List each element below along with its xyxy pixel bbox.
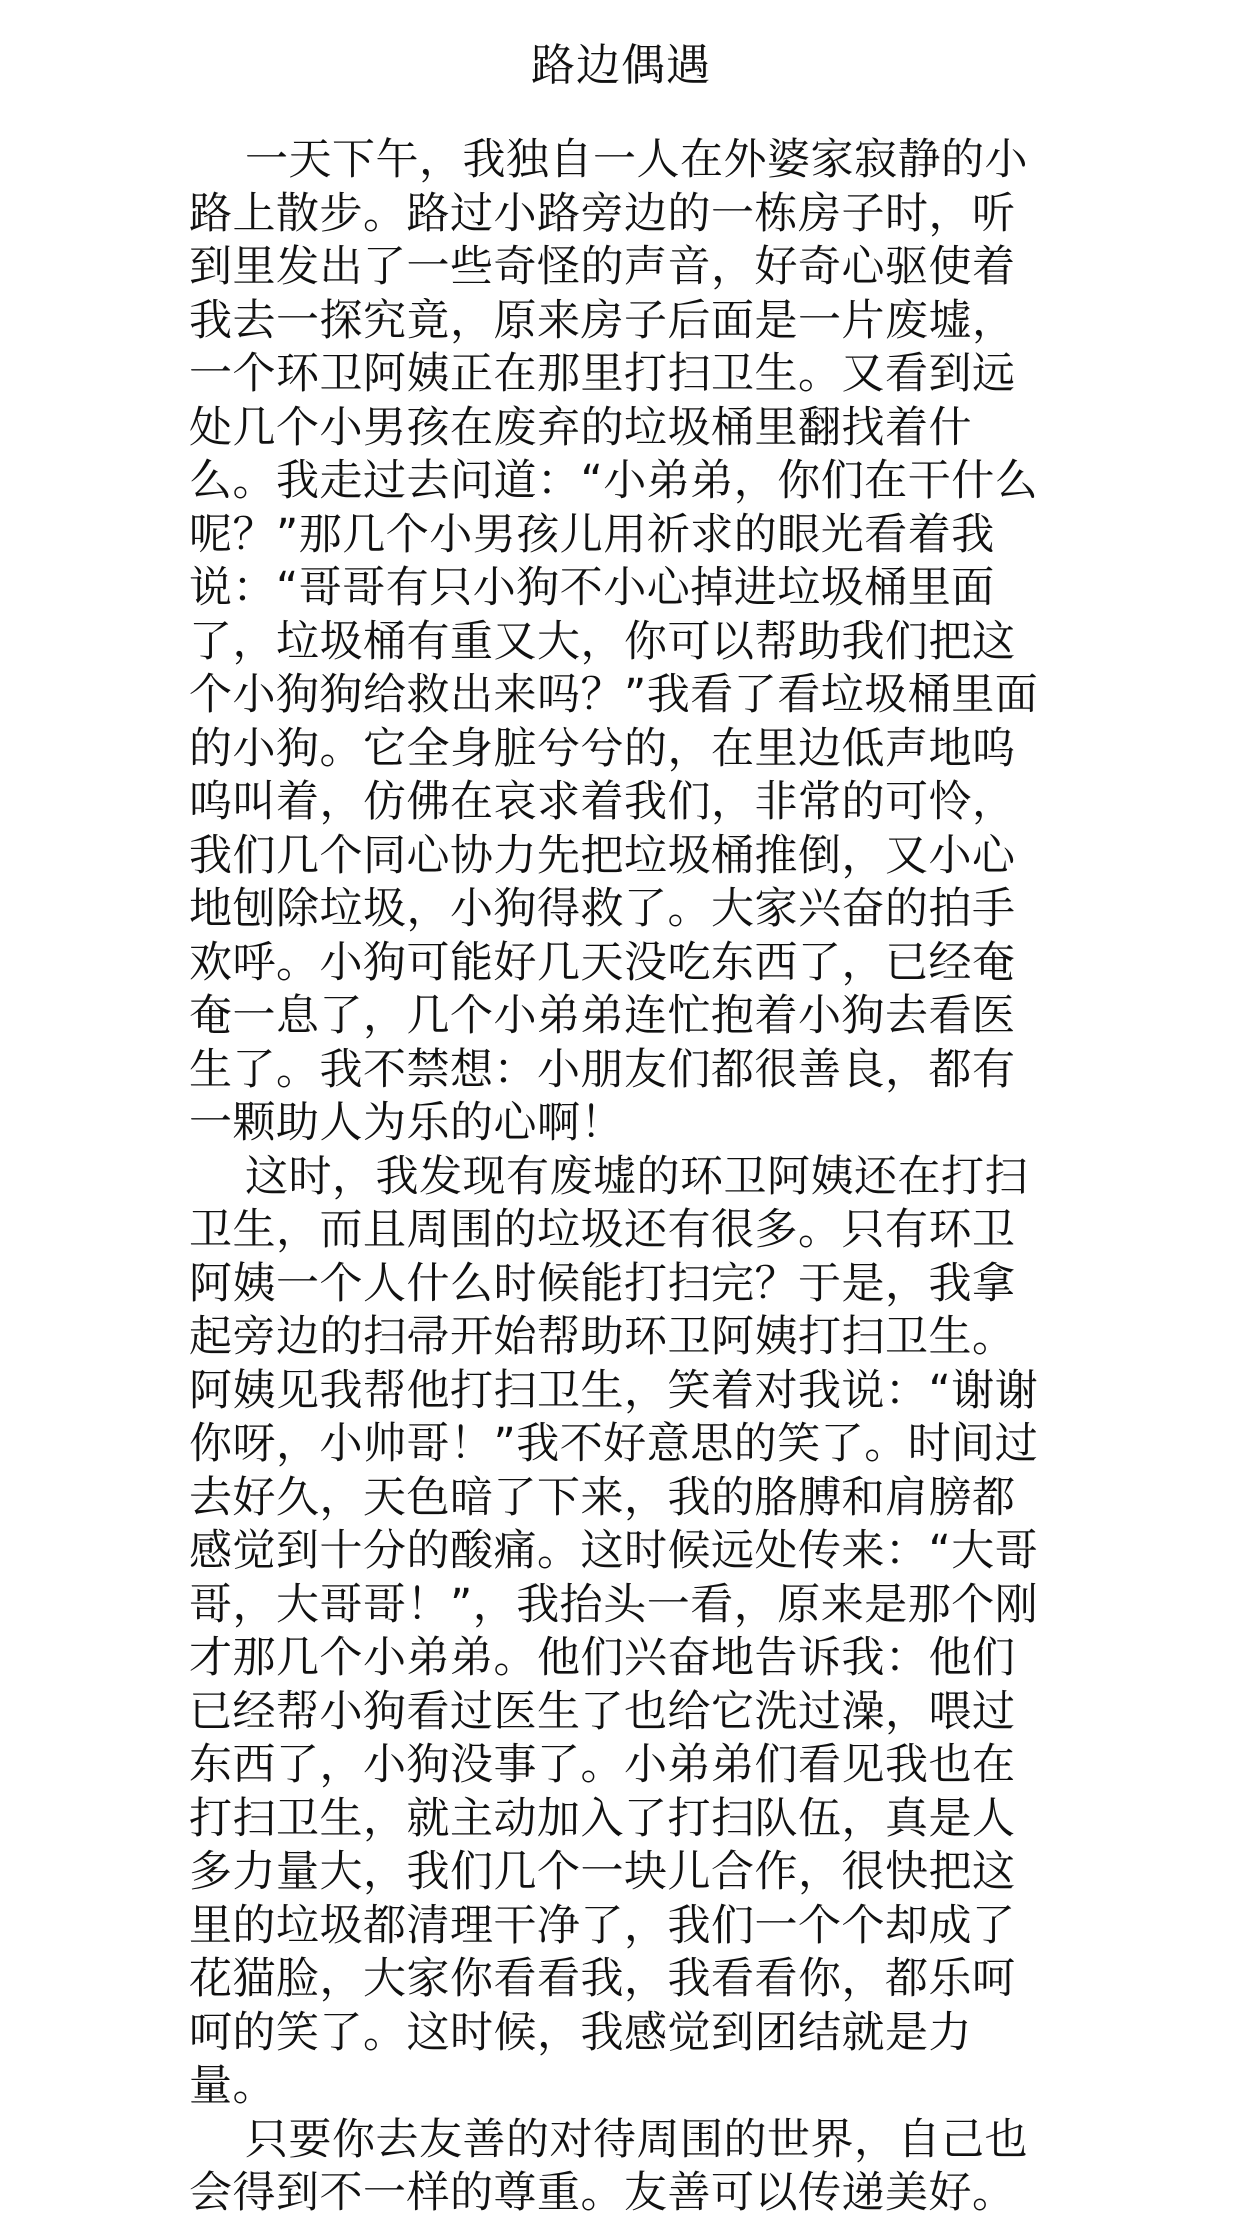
text-line: 生了。我不禁想：小朋友们都很善良，都有 (189, 1044, 1016, 1095)
text-line: 呵的笑了。这时候，我感觉到团结就是力 (189, 2007, 972, 2058)
text-line: 一天下午，我独自一人在外婆家寂静的小 (245, 135, 1028, 185)
text-line: 卫生，而且周围的垃圾还有很多。只有环卫 (189, 1205, 1016, 1255)
text-line: 一个环卫阿姨正在那里打扫卫生。又看到远 (189, 349, 1016, 399)
text-line: 只要你去友善的对待周围的世界，自己也 (245, 2114, 1028, 2165)
text-line: 欢呼。小狗可能好几天没吃东西了，已经奄 (189, 937, 1016, 988)
text-line: 我们几个同心协力先把垃圾桶推倒，又小心 (189, 830, 1016, 881)
text-line: 打扫卫生，就主动加入了打扫队伍，真是人 (189, 1793, 1016, 1844)
text-line: 呜叫着，仿佛在哀求着我们，非常的可怜， (189, 777, 1016, 827)
text-line: 一颗助人为乐的心啊！ (189, 1098, 624, 1148)
text-line: 奄一息了，几个小弟弟连忙抱着小狗去看医 (189, 991, 1016, 1041)
text-line: 这时，我发现有废墟的环卫阿姨还在打扫 (245, 1151, 1028, 1202)
text-line: 处几个小男孩在废弃的垃圾桶里翻找着什 (189, 402, 972, 453)
essay-body (189, 134, 1057, 2221)
text-line: 地刨除垃圾，小狗得救了。大家兴奋的拍手 (189, 884, 1016, 934)
text-line: 到里发出了一些奇怪的声音，好奇心驱使着 (189, 242, 1016, 292)
text-line: 阿姨一个人什么时候能打扫完？于是，我拿 (189, 1258, 1016, 1309)
text-line: 路上散步。路过小路旁边的一栋房子时，听 (189, 188, 1016, 239)
text-line: 花猫脸，大家你看看我，我看看你，都乐呵 (189, 1954, 1016, 2004)
text-line: 已经帮小狗看过医生了也给它洗过澡，喂过 (189, 1686, 1016, 1737)
text-line: 量。 (189, 2061, 276, 2111)
text-line: 多力量大，我们几个一块儿合作，很快把这 (189, 1847, 1016, 1897)
text-line: 哥，大哥哥！”，我抬头一看，原来是那个刚 (189, 1579, 1039, 1630)
text-line: 了，垃圾桶有重又大，你可以帮助我们把这 (189, 616, 1016, 667)
text-line: 个小狗狗给救出来吗？”我看了看垃圾桶里面 (189, 670, 1039, 720)
text-line: 呢？”那几个小男孩儿用祈求的眼光看着我 (189, 509, 995, 560)
text-line: 我去一探究竟，原来房子后面是一片废墟， (189, 295, 1016, 346)
text-line: 起旁边的扫帚开始帮助环卫阿姨打扫卫生。 (189, 1312, 1016, 1362)
text-line: 东西了，小狗没事了。小弟弟们看见我也在 (189, 1740, 1016, 1790)
text-line: 会得到不一样的尊重。友善可以传递美好。 (189, 2168, 1016, 2218)
text-line: 才那几个小弟弟。他们兴奋地告诉我：他们 (189, 1633, 1016, 1683)
text-line: 说：“哥哥有只小狗不小心掉进垃圾桶里面 (189, 563, 995, 613)
text-line: 里的垃圾都清理干净了，我们一个个却成了 (189, 1900, 1016, 1951)
document-title: 路边偶遇 (531, 40, 711, 91)
text-line: 么。我走过去问道：“小弟弟，你们在干什么 (189, 456, 1039, 506)
text-line: 你呀，小帅哥！”我不好意思的笑了。时间过 (189, 1419, 1039, 1469)
text-line: 感觉到十分的酸痛。这时候远处传来：“大哥 (189, 1526, 1039, 1576)
text-line: 阿姨见我帮他打扫卫生，笑着对我说：“谢谢 (189, 1365, 1039, 1416)
text-line: 去好久，天色暗了下来，我的胳膊和肩膀都 (189, 1472, 1016, 1523)
text-line: 的小狗。它全身脏兮兮的，在里边低声地呜 (189, 723, 1016, 774)
